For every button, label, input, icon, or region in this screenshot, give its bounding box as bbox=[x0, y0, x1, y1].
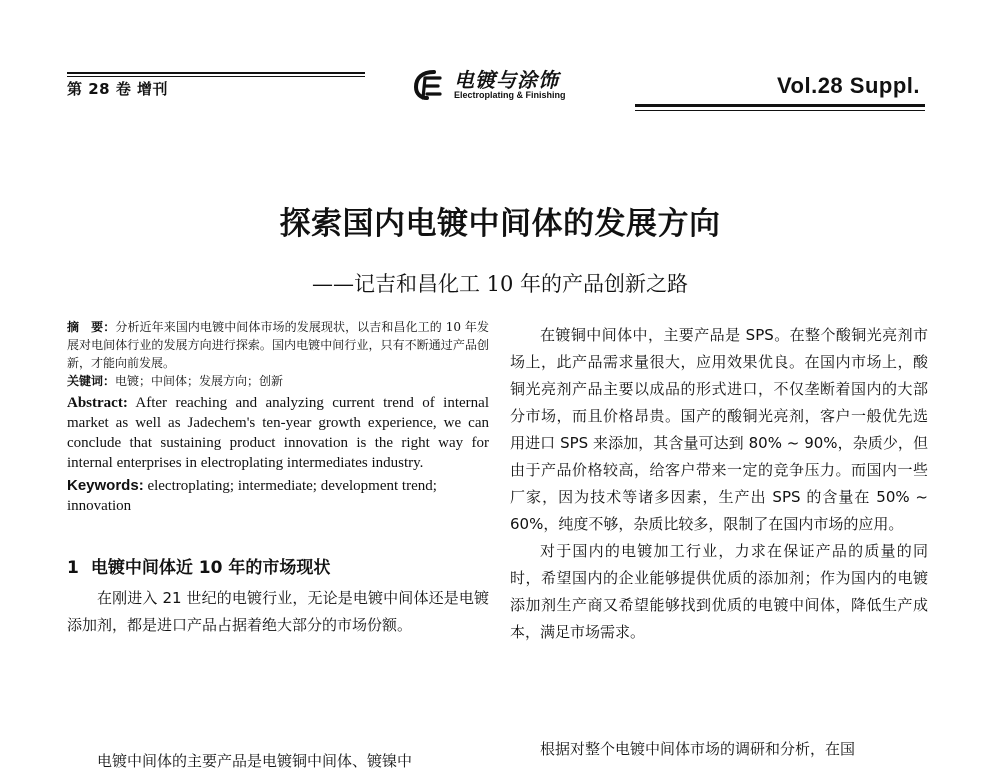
section-paragraph-cutoff bbox=[67, 748, 489, 770]
header-rule-left bbox=[67, 72, 365, 74]
section-heading bbox=[67, 556, 489, 580]
journal-logo-cn: 电镀与涂饰 bbox=[454, 68, 559, 92]
abstract-en-text: After reaching and analyzing current trend of internal market as well as Jadechem's ten-year growth experience, we can conclude that sustaining product innovation is the right way for internal enterprises in electroplating intermediates industry. bbox=[67, 395, 489, 471]
abstract-en bbox=[67, 393, 489, 473]
abstract-cn-text: 分析近年来国内电镀中间体市场的发展现状，以吉和昌化工的 10 年发展对电间体行业的发展方向进行探索。国内电镀中间行业，只有不断通过产品创新，才能向前发展。 bbox=[67, 320, 489, 370]
keywords-en-label: Keywords: bbox=[67, 477, 144, 494]
journal-logo bbox=[412, 64, 592, 108]
journal-volume-en: Vol.28 Suppl. bbox=[776, 73, 920, 98]
keywords-en bbox=[67, 476, 489, 516]
header-rule-right bbox=[635, 104, 925, 107]
right-column bbox=[510, 322, 928, 646]
article-title: 探索国内电镀中间体的发展方向 bbox=[279, 206, 721, 242]
body-paragraph: 在镀铜中间体中，主要产品是 SPS。在整个酸铜光亮剂市场上，此产品需求量很大，应用效果优良。在国内市场上，酸铜光亮剂产品主要以成品的形式进口，不仅垄断着国内的大部分市场，而且价格昂贵。国产的酸铜光亮剂，客户一般优先选用进口 SPS 来添加，其含量可达到 80% ~ 90%，杂质少，但由于产品价格较高，给客户带来一定的竞争压力。而国内一些厂家，因为技术等诸多因素，生产出 SPS 的含量在 50% ~ 60%，纯度不够，杂质比较多，限制了在国内市场的应用。 bbox=[510, 326, 928, 533]
section-paragraph: 在刚进入 21 世纪的电镀行业，无论是电镀中间体还是电镀添加剂，都是进口产品占据着绝大部分的市场份额。 bbox=[67, 589, 489, 634]
body-paragraph: 对于国内的电镀加工行业，力求在保证产品的质量的同时，希望国内的企业能够提供优质的添加剂；作为国内的电镀添加剂生产商又希望能够找到优质的电镀中间体，降低生产成本，满足市场需求。 bbox=[510, 542, 928, 641]
abstract-cn bbox=[67, 318, 489, 372]
keywords-en-text: electroplating; intermediate; development trend; innovation bbox=[67, 478, 437, 514]
section-heading-text: 电镀中间体近 10 年的市场现状 bbox=[90, 558, 331, 578]
keywords-cn-text: 电镀；中间体；发展方向；创新 bbox=[115, 374, 284, 388]
journal-volume-cn: 第 28 卷 增刊 bbox=[67, 80, 169, 98]
keywords-cn-label: 关键词： bbox=[67, 374, 116, 388]
journal-logo-icon bbox=[412, 68, 446, 102]
body-paragraph-partial: 根据对整个电镀中间体市场的调研和分析，在国 bbox=[540, 740, 856, 758]
body-paragraph-cutoff bbox=[510, 736, 928, 760]
section-paragraph-partial: 电镀中间体的主要产品是电镀铜中间体、镀镍中 bbox=[97, 752, 413, 770]
article-subtitle: ——记吉和昌化工 10 年的产品创新之路 bbox=[311, 272, 689, 296]
abstract-en-label: Abstract: bbox=[67, 395, 128, 411]
left-column bbox=[67, 318, 489, 639]
keywords-cn bbox=[67, 372, 489, 390]
abstract-cn-label: 摘 要： bbox=[67, 320, 116, 334]
journal-logo-en: Electroplating & Finishing bbox=[454, 90, 566, 100]
section-number: 1 bbox=[67, 558, 79, 578]
